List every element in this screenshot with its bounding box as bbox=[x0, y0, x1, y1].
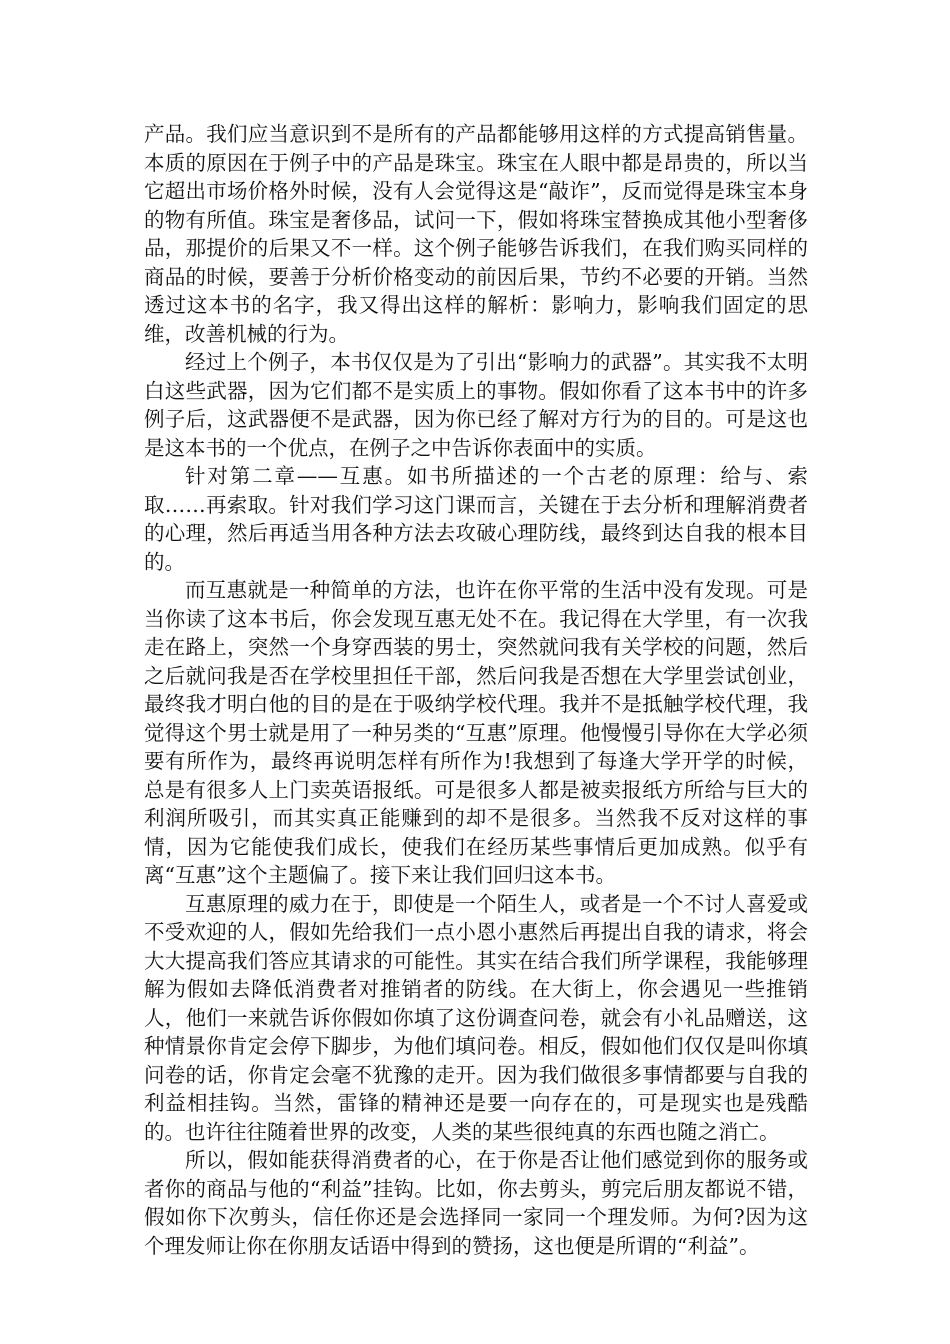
paragraph-1: 产品。我们应当意识到不是所有的产品都能够用这样的方式提高销售量。本质的原因在于例子中的产品是珠宝。珠宝在人眼中都是昂贵的，所以当它超出市场价格外时候，没有人会觉得这是“敲诈”，反而觉得是珠宝本身的物有所值。珠宝是奢侈品，试问一下，假如将珠宝替换成其他小型奢侈品，那提价的后果又不一样。这个例子能够告诉我们，在我们购买同样的商品的时候，要善于分析价格变动的前因后果，节约不必要的开销。当然透过这本书的名字，我又得出这样的解析：影响力，影响我们固定的思维，改善机械的行为。 bbox=[144, 122, 808, 346]
paragraph-6: 所以，假如能获得消费者的心，在于你是否让他们感觉到你的服务或者你的商品与他的“利益”挂钩。比如，你去剪头，剪完后朋友都说不错，假如你下次剪头，信任你还是会选择同一家同一个理发师。为何?因为这个理发师让你在你朋友话语中得到的赞扬，这也便是所谓的“利益”。 bbox=[144, 1148, 808, 1258]
paragraph-4: 而互惠就是一种简单的方法，也许在你平常的生活中没有发现。可是当你读了这本书后，你会发现互惠无处不在。我记得在大学里，有一次我走在路上，突然一个身穿西装的男士，突然就问我有关学校的问题，然后之后就问我是否在学校里担任干部，然后问我是否想在大学里尝试创业，最终我才明白他的目的是在于吸纳学校代理。我并不是抵触学校代理，我觉得这个男士就是用了一种另类的“互惠”原理。他慢慢引导你在大学必须要有所作为，最终再说明怎样有所作为!我想到了每逢大学开学的时候，总是有很多人上门卖英语报纸。可是很多人都是被卖报纸方所给与巨大的利润所吸引，而其实真正能赚到的却不是很多。当然我不反对这样的事情，因为它能使我们成长，使我们在经历某些事情后更加成熟。似乎有离“互惠”这个主题偏了。接下来让我们回归这本书。 bbox=[144, 578, 808, 887]
document-page bbox=[144, 120, 808, 1260]
paragraph-3: 针对第二章——互惠。如书所描述的一个古老的原理：给与、索取……再索取。针对我们学习这门课而言，关键在于去分析和理解消费者的心理，然后再适当用各种方法去攻破心理防线，最终到达自我的根本目的。 bbox=[144, 464, 808, 574]
paragraph-5: 互惠原理的威力在于，即使是一个陌生人，或者是一个不讨人喜爱或不受欢迎的人，假如先给我们一点小恩小惠然后再提出自我的请求，将会大大提高我们答应其请求的可能性。其实在结合我们所学课程，我能够理解为假如去降低消费者对推销者的防线。在大街上，你会遇见一些推销人，他们一来就告诉你假如你填了这份调查问卷，就会有小礼品赠送，这种情景你肯定会停下脚步，为他们填问卷。相反，假如他们仅仅是叫你填问卷的话，你肯定会毫不犹豫的走开。因为我们做很多事情都要与自我的利益相挂钩。当然，雷锋的精神还是要一向存在的，可是现实也是残酷的。也许往往随着世界的改变，人类的某些很纯真的东西也随之消亡。 bbox=[144, 891, 808, 1144]
paragraph-2: 经过上个例子，本书仅仅是为了引出“影响力的武器”。其实我不太明白这些武器，因为它们都不是实质上的事物。假如你看了这本书中的许多例子后，这武器便不是武器，因为你已经了解对方行为的目的。可是这也是这本书的一个优点，在例子之中告诉你表面中的实质。 bbox=[144, 350, 808, 460]
